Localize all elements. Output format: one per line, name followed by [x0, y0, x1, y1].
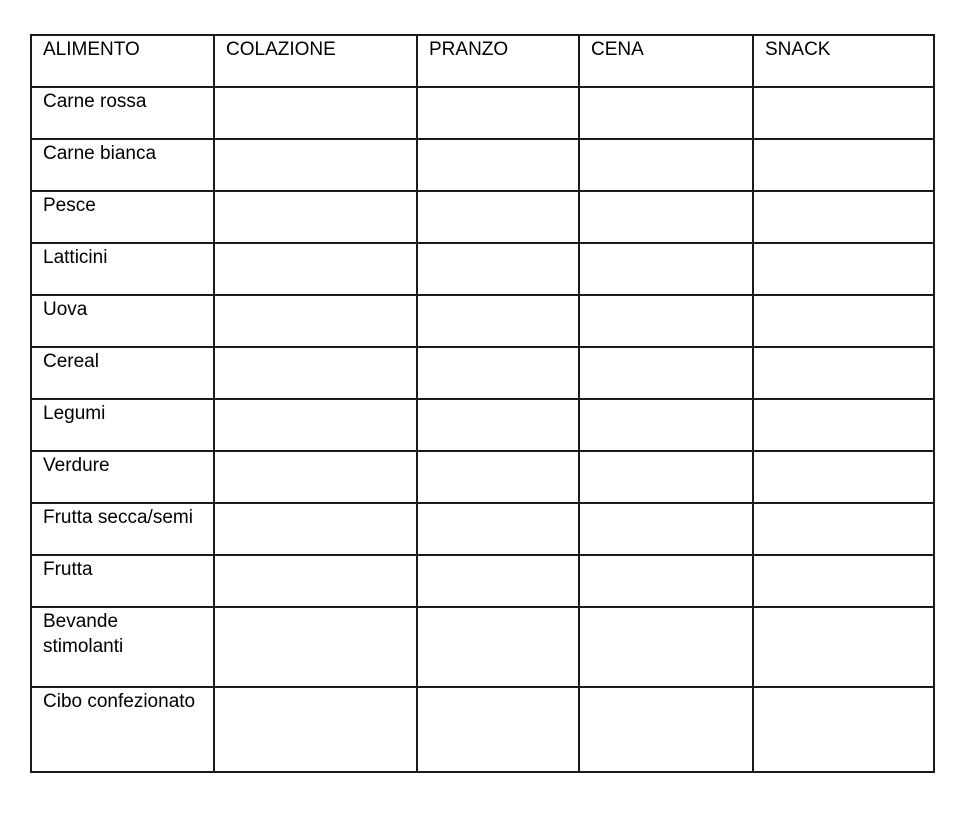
- snack-cell[interactable]: [753, 687, 934, 772]
- snack-cell[interactable]: [753, 139, 934, 191]
- food-diary-table: [30, 34, 935, 773]
- header-alimento: ALIMENTO: [31, 35, 214, 87]
- cena-cell[interactable]: [579, 139, 753, 191]
- food-label: Cereal: [31, 347, 214, 399]
- table-row: [31, 687, 934, 772]
- cena-cell[interactable]: [579, 87, 753, 139]
- table-row: [31, 451, 934, 503]
- header-colazione: COLAZIONE: [214, 35, 417, 87]
- pranzo-cell[interactable]: [417, 687, 579, 772]
- food-label: Bevande stimolanti: [31, 607, 214, 687]
- colazione-cell[interactable]: [214, 399, 417, 451]
- pranzo-cell[interactable]: [417, 191, 579, 243]
- pranzo-cell[interactable]: [417, 87, 579, 139]
- colazione-cell[interactable]: [214, 295, 417, 347]
- pranzo-cell[interactable]: [417, 503, 579, 555]
- table-row: [31, 503, 934, 555]
- food-label: Carne bianca: [31, 139, 214, 191]
- table-row: [31, 399, 934, 451]
- table-row: [31, 295, 934, 347]
- cena-cell[interactable]: [579, 399, 753, 451]
- table-row: [31, 139, 934, 191]
- snack-cell[interactable]: [753, 295, 934, 347]
- cena-cell[interactable]: [579, 555, 753, 607]
- snack-cell[interactable]: [753, 503, 934, 555]
- snack-cell[interactable]: [753, 451, 934, 503]
- snack-cell[interactable]: [753, 87, 934, 139]
- pranzo-cell[interactable]: [417, 347, 579, 399]
- colazione-cell[interactable]: [214, 191, 417, 243]
- cena-cell[interactable]: [579, 191, 753, 243]
- food-label: Carne rossa: [31, 87, 214, 139]
- colazione-cell[interactable]: [214, 503, 417, 555]
- food-label: Latticini: [31, 243, 214, 295]
- colazione-cell[interactable]: [214, 555, 417, 607]
- table-row: [31, 607, 934, 687]
- colazione-cell[interactable]: [214, 451, 417, 503]
- snack-cell[interactable]: [753, 243, 934, 295]
- food-label: Uova: [31, 295, 214, 347]
- colazione-cell[interactable]: [214, 87, 417, 139]
- snack-cell[interactable]: [753, 607, 934, 687]
- table-row: [31, 347, 934, 399]
- cena-cell[interactable]: [579, 347, 753, 399]
- food-label: Frutta secca/semi: [31, 503, 214, 555]
- header-cena: CENA: [579, 35, 753, 87]
- cena-cell[interactable]: [579, 607, 753, 687]
- table-row: [31, 191, 934, 243]
- colazione-cell[interactable]: [214, 243, 417, 295]
- pranzo-cell[interactable]: [417, 139, 579, 191]
- pranzo-cell[interactable]: [417, 451, 579, 503]
- cena-cell[interactable]: [579, 243, 753, 295]
- food-label: Legumi: [31, 399, 214, 451]
- pranzo-cell[interactable]: [417, 243, 579, 295]
- header-snack: SNACK: [753, 35, 934, 87]
- snack-cell[interactable]: [753, 347, 934, 399]
- cena-cell[interactable]: [579, 451, 753, 503]
- pranzo-cell[interactable]: [417, 295, 579, 347]
- pranzo-cell[interactable]: [417, 607, 579, 687]
- colazione-cell[interactable]: [214, 139, 417, 191]
- header-row: [31, 35, 934, 87]
- food-label: Verdure: [31, 451, 214, 503]
- table-row: [31, 555, 934, 607]
- table-row: [31, 87, 934, 139]
- snack-cell[interactable]: [753, 555, 934, 607]
- pranzo-cell[interactable]: [417, 399, 579, 451]
- food-label: Cibo confezionato: [31, 687, 214, 772]
- pranzo-cell[interactable]: [417, 555, 579, 607]
- colazione-cell[interactable]: [214, 347, 417, 399]
- colazione-cell[interactable]: [214, 607, 417, 687]
- colazione-cell[interactable]: [214, 687, 417, 772]
- cena-cell[interactable]: [579, 295, 753, 347]
- snack-cell[interactable]: [753, 191, 934, 243]
- food-label: Pesce: [31, 191, 214, 243]
- header-pranzo: PRANZO: [417, 35, 579, 87]
- table-row: [31, 243, 934, 295]
- cena-cell[interactable]: [579, 503, 753, 555]
- food-label: Frutta: [31, 555, 214, 607]
- snack-cell[interactable]: [753, 399, 934, 451]
- cena-cell[interactable]: [579, 687, 753, 772]
